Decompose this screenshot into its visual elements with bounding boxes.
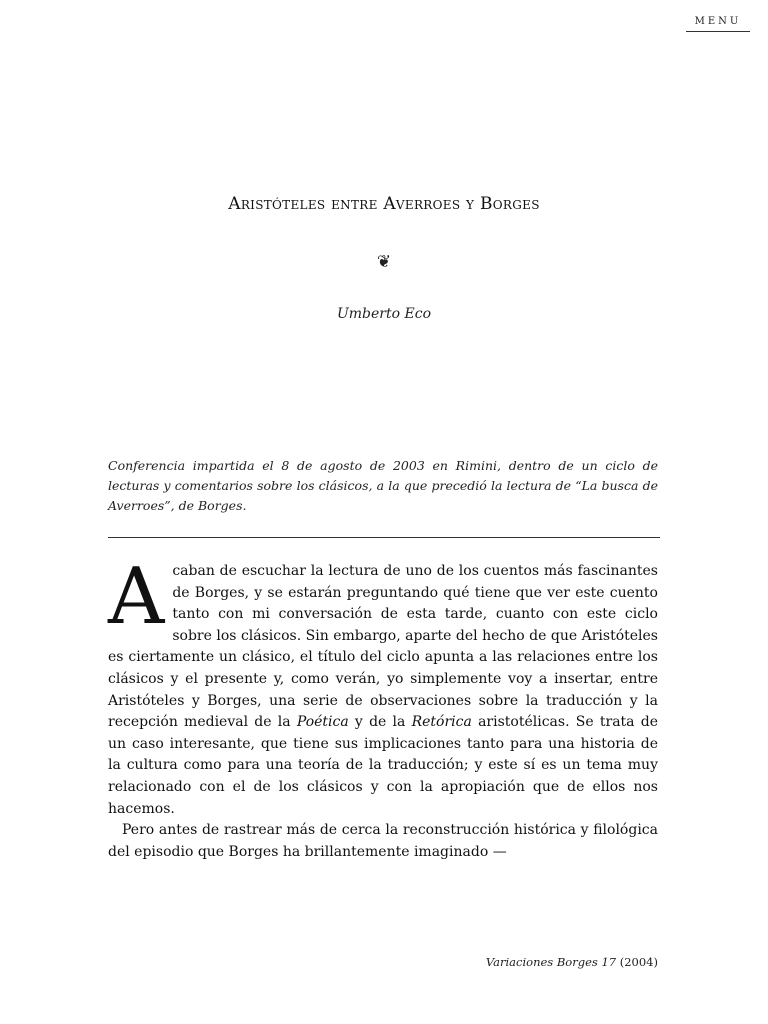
paragraph-1-text-c: aristotélicas. Se trata de un caso interesante, que tiene sus implicaciones tanto para una historia de la cultura como para una teoría de la traducción; y este sí es un tema muy relacionado con el de los clásicos y con la apropiación que de ellos nos hacemos. <box>108 714 658 817</box>
page-footer <box>480 955 658 969</box>
footer-journal: Variaciones Borges 17 <box>485 955 617 969</box>
article-abstract: Conferencia impartida el 8 de agosto de 2003 en Rimini, dentro de un ciclo de lecturas y comentarios sobre los clásicos, a la que precedió la lectura de “La busca de Averroes”, de Borges. <box>108 458 658 513</box>
menu-button[interactable]: MENU <box>686 16 750 32</box>
article-author: Umberto Eco <box>336 306 431 322</box>
work-title-poetica: Poética <box>296 714 349 731</box>
paragraph-2: Pero antes de rastrear más de cerca la reconstrucción histórica y filológica del episodio que Borges ha brillantemente imaginado — <box>108 822 658 860</box>
paragraph-1-text-a: caban de escuchar la lectura de uno de los cuentos más fascinantes de Borges, y se estarán preguntando qué tiene que ver este cuento tanto con mi conversación de esta tarde, cuanto con este ciclo sobre los clásicos. Sin embargo, aparte del hecho de que Aristóteles es ciertamente un clásico, el título del ciclo apunta a las relaciones entre los clásicos y el presente y, como verán, yo simplemente voy a insertar, entre Aristóteles y Borges, una serie de observaciones sobre la traducción y la recepción medieval de la <box>108 563 658 731</box>
fleuron-icon: ❦ <box>376 252 392 272</box>
paragraph-1 <box>108 552 658 820</box>
article-body <box>108 552 658 863</box>
work-title-retorica: Retórica <box>411 714 472 731</box>
section-divider <box>108 537 660 538</box>
footer-year: (2004) <box>619 955 658 969</box>
paragraph-1-text-b: y de la <box>348 714 412 731</box>
article-title: Aristóteles entre Averroes y Borges <box>228 194 540 214</box>
drop-cap: A <box>108 552 165 642</box>
